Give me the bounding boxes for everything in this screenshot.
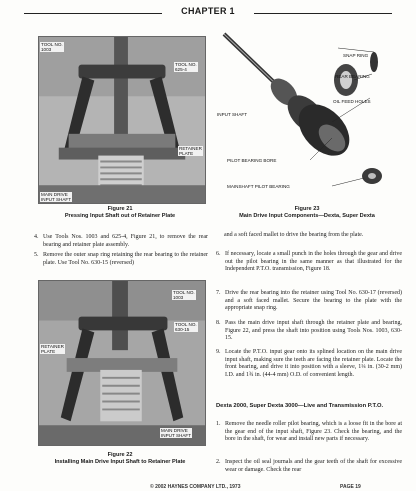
step-8 xyxy=(216,320,402,343)
figure-21-number: Figure 21 xyxy=(107,206,133,212)
fig23-callout-oil-feed-holes: OIL FEED HOLES xyxy=(333,99,371,104)
fig22-callout-tool-630-15: TOOL NO. 630-15 xyxy=(175,322,197,332)
step-number: 5. xyxy=(34,252,39,258)
page-footer xyxy=(0,484,416,491)
fig23-callout-pilot-bearing-bore: PILOT BEARING BORE xyxy=(227,158,277,163)
step-text: Remove the needle roller pilot bearing, which is a loose fit in the bore at the gear end of the input shaft, Figure 23. Check the bearing, and the bore in the shaft, for wear and install new parts if necessary. xyxy=(225,421,402,443)
figure-23-illustration xyxy=(214,26,406,194)
step-number: 4. xyxy=(34,234,39,240)
fig23-callout-mainshaft-pilot-bearing: MAINSHAFT PILOT BEARING xyxy=(227,184,290,189)
fig21-callout-tool-1003: TOOL NO. 1003 xyxy=(41,42,63,52)
step-text: Use Tools Nos. 1003 and 625-4, Figure 21, to remove the rear bearing and retainer plate assembly. xyxy=(43,234,208,248)
figure-22-number: Figure 22 xyxy=(107,452,133,458)
step-5-continuation: and a soft faced mallet to drive the bearing from the plate. xyxy=(224,232,364,238)
step-text: Inspect the oil seal journals and the gear teeth of the shaft for excessive wear or damage. Check the rear xyxy=(225,459,402,473)
fig21-callout-retainer-plate: RETAINER PLATE xyxy=(179,146,202,156)
fig22-callout-retainer-plate: RETAINER PLATE xyxy=(41,344,64,354)
step-5 xyxy=(34,252,208,267)
figure-22-caption xyxy=(20,452,220,466)
step-4 xyxy=(34,234,208,249)
section-step-2 xyxy=(216,459,402,474)
chapter-header xyxy=(0,6,416,20)
section-step-1 xyxy=(216,421,402,444)
figure-22-title: Installing Main Drive Input Shaft to Retainer Plate xyxy=(54,459,186,465)
step-text: Locate the P.T.O. input gear onto its splined location on the main drive input shaft, making sure the teeth are facing the retainer plate. Locate the front bearing, and drive it into position with a sleeve, 1¼ in. (30-2 mm) I.D. and 1¾ in. (44-4 mm) O.D. of convenient length. xyxy=(225,349,402,379)
figure-23-drawing xyxy=(214,26,406,194)
fig23-callout-input-shaft: INPUT SHAFT xyxy=(217,112,248,117)
fig23-callout-snap-ring: SNAP RING xyxy=(343,53,369,58)
step-number: 2. xyxy=(216,459,221,465)
step-number: 8. xyxy=(216,320,221,326)
figure-21-title: Pressing Input Shaft out of Retainer Plate xyxy=(64,213,176,219)
header-rule-left xyxy=(24,13,162,14)
figure-23-title: Main Drive Input Components—Dexta, Super Dexta xyxy=(239,213,375,219)
step-text: Pass the main drive input shaft through the retainer plate and bearing, Figure 22, and press the shaft into position using Tools Nos. 1003, 630-15. xyxy=(225,320,402,342)
fig23-callout-rear-bearing: REAR BEARING xyxy=(335,74,370,79)
step-7 xyxy=(216,290,402,313)
step-number: 7. xyxy=(216,290,221,296)
figure-22-photo xyxy=(38,280,206,446)
step-number: 6. xyxy=(216,251,221,257)
header-rule-right xyxy=(254,13,392,14)
figure-23-number: Figure 23 xyxy=(294,206,320,212)
step-text: If necessary, locate a small punch in the holes through the gear and drive out the pilot bearing in the same manner as that illustrated for the Independent P.T.O. transmission, Figure 18. xyxy=(225,251,402,273)
step-text: Remove the outer snap ring retaining the rear bearing to the retainer plate. Use Tool No. 630-15 (reversed) xyxy=(43,252,208,266)
figure-23-caption xyxy=(212,206,402,220)
step-text: Drive the rear bearing into the retainer using Tool No. 630-17 (reversed) and a soft faced mallet. Secure the bearing to the plate with the appropriate snap ring. xyxy=(225,290,402,312)
fig22-callout-input-shaft: MAIN DRIVE INPUT SHAFT xyxy=(161,428,192,438)
step-6 xyxy=(216,251,402,274)
fig21-callout-tool-625-4: TOOL NO. 625-4 xyxy=(175,62,197,72)
step-number: 1. xyxy=(216,421,221,427)
chapter-title: CHAPTER 1 xyxy=(181,6,235,16)
footer-copyright: © 2002 HAYNES COMPANY LTD., 1973 xyxy=(150,484,241,490)
step-number: 9. xyxy=(216,349,221,355)
step-9 xyxy=(216,349,402,380)
figure-21-caption xyxy=(20,206,220,220)
fig21-callout-input-shaft: MAIN DRIVE INPUT SHAFT xyxy=(41,192,72,202)
figure-22-drawing xyxy=(39,281,205,445)
section-heading: Dexta 2000, Super Dexta 3000—Live and Transmission P.T.O. xyxy=(216,403,384,409)
fig22-callout-tool-1003: TOOL NO. 1003 xyxy=(173,290,195,300)
footer-page-number: PAGE 19 xyxy=(340,484,361,490)
